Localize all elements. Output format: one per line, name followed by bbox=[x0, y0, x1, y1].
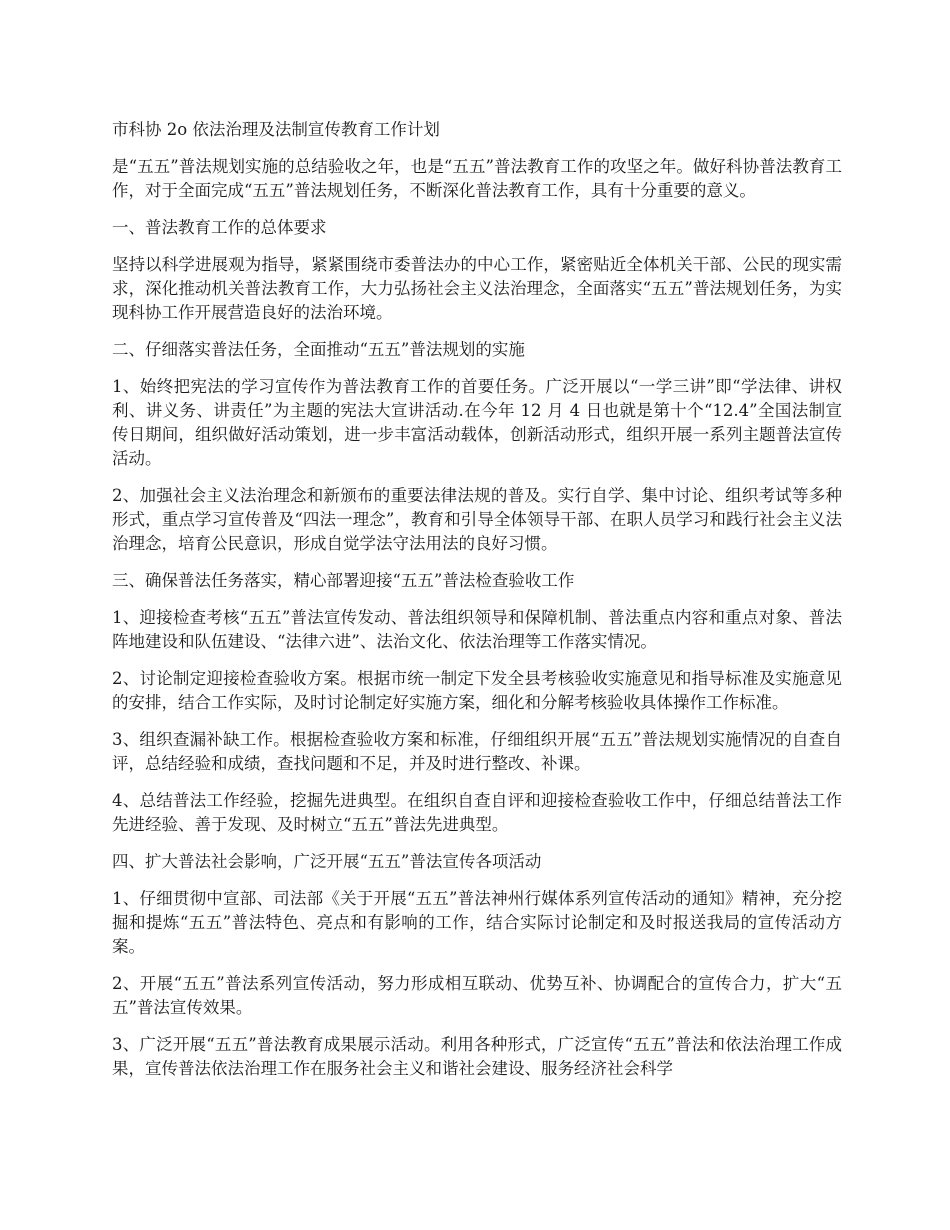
section-2-paragraph-2: 2、加强社会主义法治理念和新颁布的重要法律法规的普及。实行自学、集中讨论、组织考试等多种形式，重点学习宣传普及“四法一理念”，教育和引导全体领导干部、在职人员学习和践行社会主义法治理念，培育公民意识，形成自觉学法守法用法的良好习惯。 bbox=[112, 486, 842, 553]
section-1-paragraph-1: 坚持以科学进展观为指导，紧紧围绕市委普法办的中心工作，紧密贴近全体机关干部、公民的现实需求，深化推动机关普法教育工作，大力弘扬社会主义法治理念，全面落实“五五”普法规划任务，为实现科协工作开展营造良好的法治环境。 bbox=[112, 255, 842, 322]
section-3-paragraph-3: 3、组织查漏补缺工作。根据检查验收方案和标准，仔细组织开展“五五”普法规划实施情况的自查自评，总结经验和成绩，查找问题和不足，并及时进行整改、补课。 bbox=[112, 730, 842, 773]
section-4-heading: 四、扩大普法社会影响，广泛开展“五五”普法宣传各项活动 bbox=[112, 852, 542, 871]
intro-paragraph: 是“五五”普法规划实施的总结验收之年，也是“五五”普法教育工作的攻坚之年。做好科协普法教育工作，对于全面完成“五五”普法规划任务，不断深化普法教育工作，具有十分重要的意义。 bbox=[112, 157, 842, 200]
section-3-heading: 三、确保普法任务落实，精心部署迎接“五五”普法检查验收工作 bbox=[112, 571, 575, 590]
document-title: 市科协 2o 依法治理及法制宣传教育工作计划 bbox=[112, 120, 440, 139]
section-3-paragraph-2: 2、讨论制定迎接检查验收方案。根据市统一制定下发全县考核验收实施意见和指导标准及实施意见的安排，结合工作实际，及时讨论制定好实施方案，细化和分解考核验收具体操作工作标准。 bbox=[112, 669, 842, 712]
section-3-paragraph-4: 4、总结普法工作经验，挖掘先进典型。在组织自查自评和迎接检查验收工作中，仔细总结普法工作先进经验、善于发现、及时树立“五五”普法先进典型。 bbox=[112, 791, 842, 834]
section-4-paragraph-1: 1、仔细贯彻中宣部、司法部《关于开展“五五”普法神州行媒体系列宣传活动的通知》精神，充分挖掘和提炼“五五”普法特色、亮点和有影响的工作，结合实际讨论制定和及时报送我局的宣传活动方案。 bbox=[112, 889, 842, 956]
section-1-heading: 一、普法教育工作的总体要求 bbox=[112, 218, 327, 237]
section-4-paragraph-3: 3、广泛开展“五五”普法教育成果展示活动。利用各种形式，广泛宣传“五五”普法和依法治理工作成果，宣传普法依法治理工作在服务社会主义和谐社会建设、服务经济社会科学 bbox=[112, 1035, 842, 1078]
section-4-paragraph-2: 2、开展“五五”普法系列宣传活动，努力形成相互联动、优势互补、协调配合的宣传合力，扩大“五五”普法宣传效果。 bbox=[112, 974, 842, 1017]
section-2-heading: 二、仔细落实普法任务，全面推动“五五”普法规划的实施 bbox=[112, 340, 525, 359]
document-page bbox=[112, 118, 842, 1094]
section-3-paragraph-1: 1、迎接检查考核“五五”普法宣传发动、普法组织领导和保障机制、普法重点内容和重点对象、普法阵地建设和队伍建设、“法律六进”、法治文化、依法治理等工作落实情况。 bbox=[112, 608, 842, 651]
section-2-paragraph-1: 1、始终把宪法的学习宣传作为普法教育工作的首要任务。广泛开展以“一学三讲”即“学法律、讲权利、讲义务、讲责任”为主题的宪法大宣讲活动.在今年 12 月 4 日也就是第十个“12.4”全国法制宣传日期间，组织做好活动策划，进一步丰富活动载体，创新活动形式，组织开展一系列主题普法宣传活动。 bbox=[112, 377, 842, 468]
